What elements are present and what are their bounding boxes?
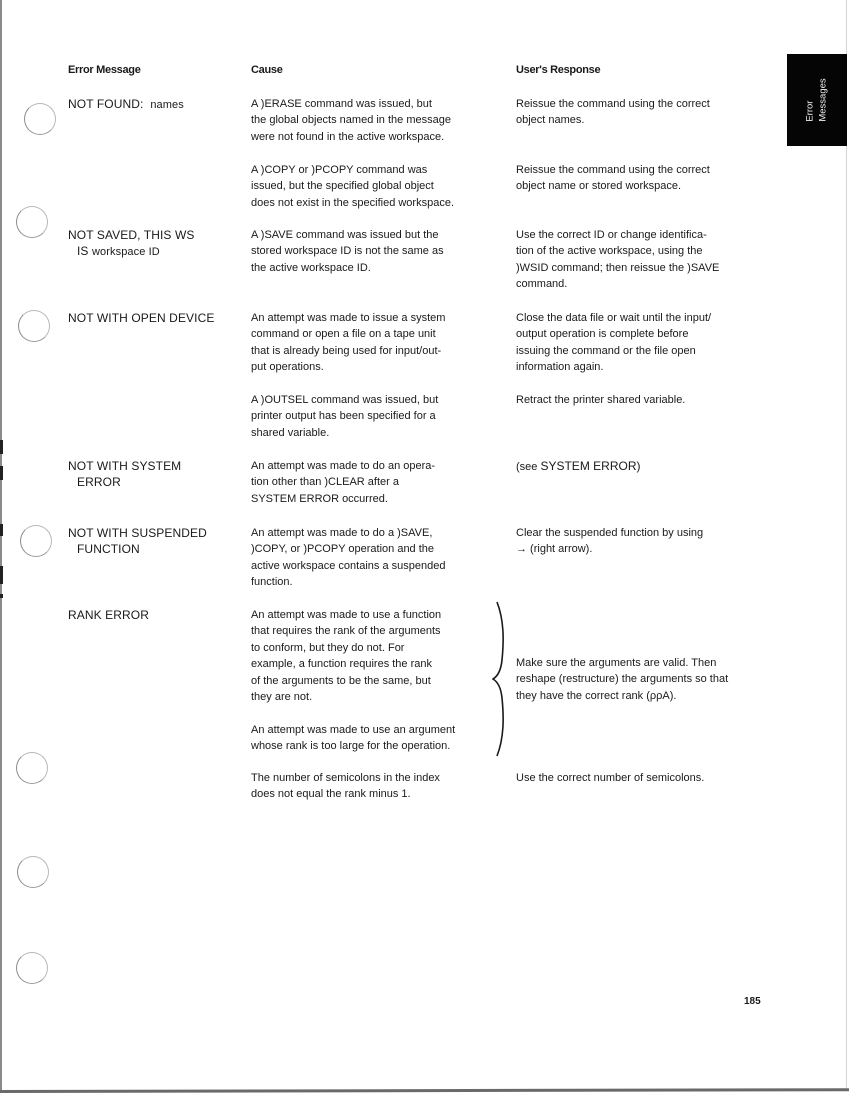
response-text [516, 770, 704, 786]
text-line: does not exist in the specified workspace. [251, 196, 455, 209]
text-line: the global objects named in the message [251, 114, 451, 127]
binder-hole [16, 752, 48, 784]
error-message-not-with-suspended-function [68, 525, 207, 557]
section-thumb-tab [787, 54, 847, 146]
text-line: does not equal the rank minus 1. [251, 788, 411, 801]
text-line: command. [516, 278, 568, 291]
column-header-cause: Cause [251, 64, 283, 76]
cause-text [251, 162, 454, 211]
page-edge-left [0, 0, 2, 1090]
text-line: shared variable. [251, 426, 330, 439]
page-number: 185 [744, 996, 761, 1007]
text-line: to conform, but they do not. For [251, 641, 405, 654]
text-line: issued, but the specified global object [251, 180, 434, 193]
message-keyword: IS [77, 244, 92, 258]
text-line: An attempt was made to issue a system [251, 312, 446, 324]
cross-reference: SYSTEM ERROR) [540, 459, 641, 473]
error-message-rank-error [68, 607, 149, 623]
text-line: information again. [516, 361, 604, 374]
cause-text [251, 392, 438, 441]
message-line: NOT WITH SUSPENDED [68, 526, 207, 540]
margin-mark [0, 466, 3, 480]
margin-mark [0, 524, 3, 536]
text-line: An attempt was made to do an opera- [251, 460, 436, 472]
text-line: printer output has been specified for a [251, 410, 436, 423]
cause-text [251, 722, 455, 755]
response-text [516, 392, 685, 408]
text-line: active workspace contains a suspended [251, 559, 446, 572]
text-line: An attempt was made to use an argument [251, 724, 456, 736]
tab-line-2: Messages [818, 78, 829, 122]
message-keyword: NOT FOUND: [68, 97, 151, 111]
response-text [516, 310, 711, 376]
text-line: An attempt was made to do a )SAVE, [251, 527, 433, 539]
text-line: Use the correct number of semicolons. [516, 772, 705, 784]
text-line: object name or stored workspace. [516, 180, 682, 193]
text-line: reshape (restructure) the arguments so that [516, 673, 729, 686]
text-line: whose rank is too large for the operation. [251, 740, 451, 753]
text-line: put operations. [251, 361, 324, 374]
cause-text [251, 458, 435, 507]
cause-text [251, 227, 444, 276]
column-header-error-message: Error Message [68, 64, 141, 76]
text-line: the active workspace ID. [251, 261, 371, 274]
message-variable: workspace ID [91, 246, 160, 258]
binder-hole [16, 952, 48, 984]
page-edge-bottom [0, 1088, 849, 1093]
response-text [516, 458, 640, 475]
text-line: Make sure the arguments are valid. Then [516, 657, 717, 669]
text-line: A )OUTSEL command was issued, but [251, 394, 439, 406]
message-line: NOT WITH SYSTEM [68, 459, 182, 473]
response-text [516, 655, 728, 704]
text-line: Reissue the command using the correct [516, 98, 710, 110]
text-line: A )SAVE command was issued but the [251, 229, 439, 241]
text-line: were not found in the active workspace. [251, 130, 445, 143]
page-edge-right [846, 0, 847, 1090]
cause-text [251, 525, 445, 591]
text-line: that requires the rank of the arguments [251, 625, 441, 638]
margin-mark [0, 440, 3, 454]
column-header-response: User's Response [516, 64, 601, 76]
text-line: of the arguments to be the same, but [251, 674, 431, 687]
margin-mark [0, 594, 3, 598]
text-line: output operation is complete before [516, 328, 689, 341]
text-line: A )ERASE command was issued, but [251, 98, 432, 110]
text-line: they are not. [251, 691, 313, 704]
binder-hole [20, 525, 52, 557]
cause-text [251, 96, 451, 145]
text-line: stored workspace ID is not the same as [251, 245, 444, 258]
text-line: Use the correct ID or change identifica- [516, 229, 707, 241]
text-line: → (right arrow). [516, 543, 593, 556]
text-line: SYSTEM ERROR occurred. [251, 492, 388, 505]
text-fragment: (see [516, 461, 541, 473]
message-line: NOT WITH OPEN DEVICE [68, 311, 215, 325]
cause-text [251, 310, 445, 376]
response-text [516, 96, 710, 129]
binder-hole [18, 310, 50, 342]
message-line: RANK ERROR [68, 608, 150, 622]
message-variable: names [150, 99, 184, 111]
text-line: they have the correct rank (ρρA). [516, 689, 677, 702]
error-message-not-saved [68, 227, 195, 260]
section-tab-label [804, 78, 830, 121]
response-text [516, 525, 703, 558]
brace-path [493, 602, 503, 756]
text-line: Reissue the command using the correct [516, 164, 710, 176]
tab-line-1: Error [805, 100, 816, 122]
message-line: ERROR [77, 475, 121, 489]
text-line: Clear the suspended function by using [516, 527, 704, 539]
error-message-not-with-open-device [68, 310, 214, 326]
text-line: Retract the printer shared variable. [516, 394, 686, 406]
text-line: example, a function requires the rank [251, 658, 432, 671]
cause-text [251, 770, 440, 803]
text-line: object names. [516, 114, 585, 127]
text-line: )WSID command; then reissue the )SAVE [516, 261, 720, 274]
message-line: FUNCTION [77, 542, 140, 556]
message-line: NOT SAVED, THIS WS [68, 228, 195, 242]
cause-text [251, 607, 441, 705]
right-brace [492, 600, 514, 758]
text-line: tion of the active workspace, using the [516, 245, 703, 258]
text-line: )COPY, or )PCOPY operation and the [251, 543, 435, 556]
response-text [516, 227, 719, 293]
error-message-not-with-system-error [68, 458, 181, 490]
text-line: issuing the command or the file open [516, 344, 696, 357]
text-line: Close the data file or wait until the input/ [516, 312, 712, 324]
text-line: An attempt was made to use a function [251, 609, 442, 621]
text-line: command or open a file on a tape unit [251, 328, 436, 341]
text-line: function. [251, 576, 293, 589]
error-message-not-found [68, 96, 184, 113]
binder-hole [17, 856, 49, 888]
text-line: A )COPY or )PCOPY command was [251, 164, 428, 176]
text-line: tion other than )CLEAR after a [251, 476, 399, 489]
binder-hole [16, 206, 48, 238]
text-line: The number of semicolons in the index [251, 772, 440, 784]
text-line: that is already being used for input/out- [251, 344, 442, 357]
binder-hole [24, 103, 56, 135]
response-text [516, 162, 710, 195]
margin-mark [0, 566, 3, 584]
